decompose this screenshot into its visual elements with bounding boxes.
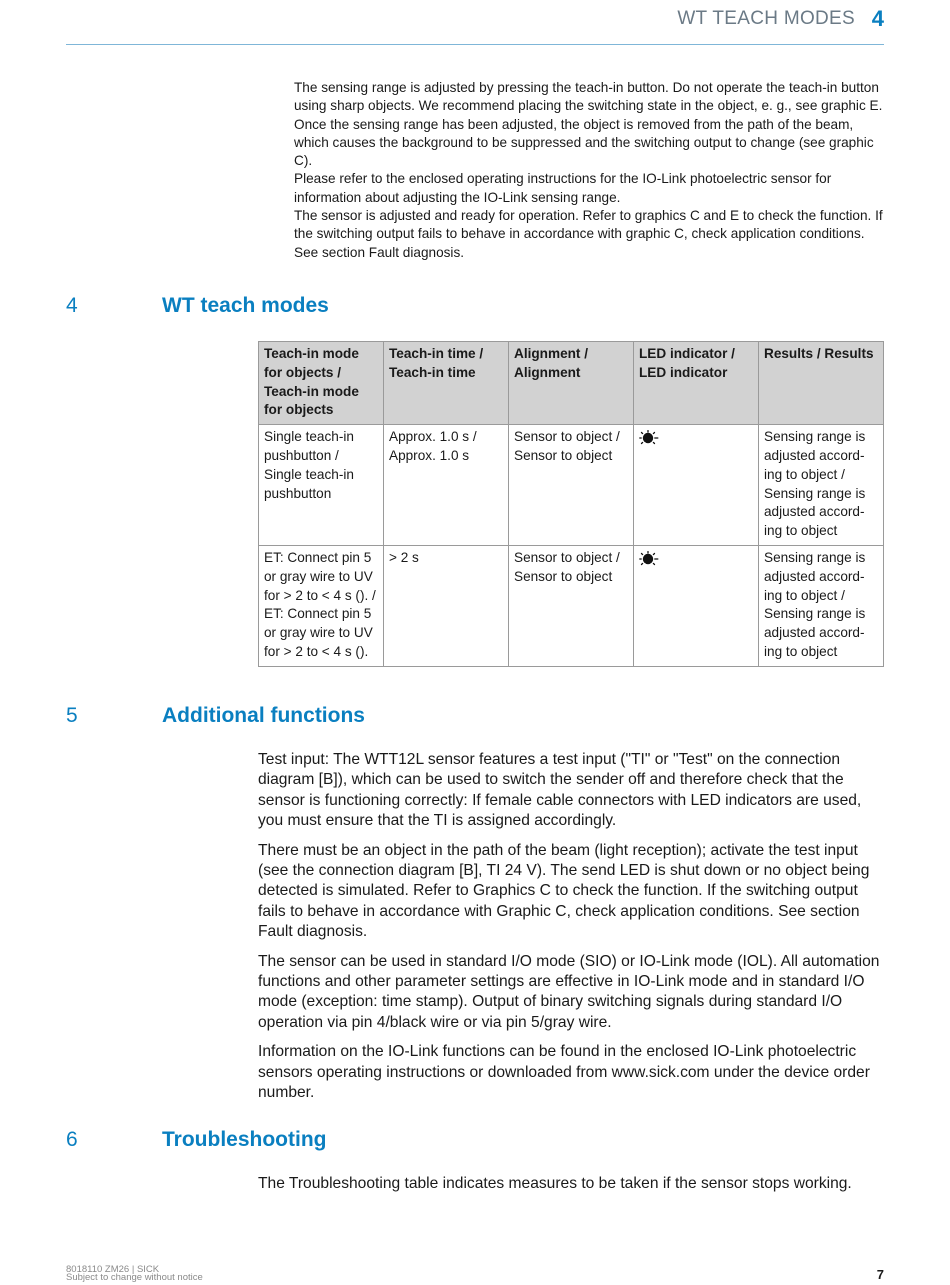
section-4-title: WT teach modes [162, 294, 329, 317]
cell-time: Approx. 1.0 s / Approx. 1.0 s [384, 425, 509, 546]
intro-paragraph: The sensor is adjusted and ready for operation. Refer to graphics C and E to check the function. If the switching output fails to behave in accordance with graphic C, check application conditions. See section Fault diagnosis. [294, 208, 883, 260]
cell-alignment: Sensor to object / Sensor to object [509, 425, 634, 546]
section-6-number: 6 [66, 1128, 78, 1151]
header-alignment: Alignment / Alignment [509, 342, 634, 425]
footer-notice: Subject to change without notice [66, 1272, 203, 1283]
cell-mode: ET: Connect pin 5 or gray wire to UV for > 2 to < 4 s (). / ET: Connect pin 5 or gray wire to UV for > 2 to < 4 s (). [259, 545, 384, 666]
running-header-title: WT TEACH MODES [677, 8, 855, 29]
intro-text [294, 79, 884, 262]
body-paragraph: Test input: The WTT12L sensor features a test input ("TI" or "Test" on the connection diagram [B]), which can be used to switch the sender off and therefore check that the sensor is functioning correctly: If female cable connectors with LED indicators are used, you must ensure that the TI is assigned accordingly. [258, 751, 862, 830]
running-header-chapter-number: 4 [871, 6, 884, 31]
page-number: 7 [876, 1267, 884, 1282]
led-flashing-icon [639, 430, 659, 446]
cell-time: > 2 s [384, 545, 509, 666]
body-paragraph: There must be an object in the path of the beam (light reception); activate the test input (see the connection diagram [B], TI 24 V). The send LED is shut down or no object being detected is simulated. Refer to Graphics C to check the function. If the switching output fails to behave in accordance with Graphic C, check application conditions. See section Fault diagnosis. [258, 841, 870, 941]
section-5-body [258, 750, 886, 1113]
footer-doc-id: 8018110 ZM26 | SICK [66, 1264, 160, 1275]
cell-mode: Single teach-in pushbutton / Single teach-in pushbutton [259, 425, 384, 546]
teach-modes-table [258, 341, 884, 667]
cell-result: Sensing range is adjusted according to object / Sensing range is adjusted according to object [759, 545, 884, 666]
intro-paragraph: The sensing range is adjusted by pressing the teach-in button. Do not operate the teach-in button using sharp objects. We recommend placing the switching state in the object, e. g., see graphic E. Once the sensing range has been adjusted, the object is removed from the path of the beam, which causes the background to be suppressed and the switching output to change (see graphic C). [294, 80, 883, 169]
cell-led [634, 545, 759, 666]
cell-led [634, 425, 759, 546]
table-row [259, 545, 884, 666]
header-teach-mode: Teach-in mode for objects / Teach-in mode for objects [259, 342, 384, 425]
table-header-row [259, 342, 884, 425]
header-divider [66, 44, 884, 45]
intro-paragraph: Please refer to the enclosed operating instructions for the IO-Link photoelectric sensor for information about adjusting the IO-Link sensing range. [294, 171, 832, 205]
section-5-title: Additional functions [162, 704, 365, 727]
header-teach-time: Teach-in time / Teach-in time [384, 342, 509, 425]
section-6-title: Troubleshooting [162, 1128, 327, 1151]
led-flashing-icon [639, 551, 659, 567]
table-row [259, 425, 884, 546]
cell-alignment: Sensor to object / Sensor to object [509, 545, 634, 666]
body-paragraph: Information on the IO-Link functions can be found in the enclosed IO-Link photoelectric sensors operating instructions or downloaded from www.sick.com under the device order number. [258, 1043, 870, 1102]
footer-info [66, 1266, 203, 1282]
section-6-paragraph: The Troubleshooting table indicates measures to be taken if the sensor stops working. [258, 1175, 852, 1192]
cell-result: Sensing range is adjusted according to object / Sensing range is adjusted according to object [759, 425, 884, 546]
section-5-number: 5 [66, 704, 78, 727]
header-results: Results / Results [759, 342, 884, 425]
header-led-indicator: LED indicator / LED indicator [634, 342, 759, 425]
section-4-number: 4 [66, 294, 78, 317]
body-paragraph: The sensor can be used in standard I/O mode (SIO) or IO-Link mode (IOL). All automation functions and other parameter settings are effective in IO-Link mode and in standard I/O mode (exception: time stamp). Output of binary switching signals during standard I/O operation via pin 4/black wire or via pin 5/gray wire. [258, 952, 880, 1031]
